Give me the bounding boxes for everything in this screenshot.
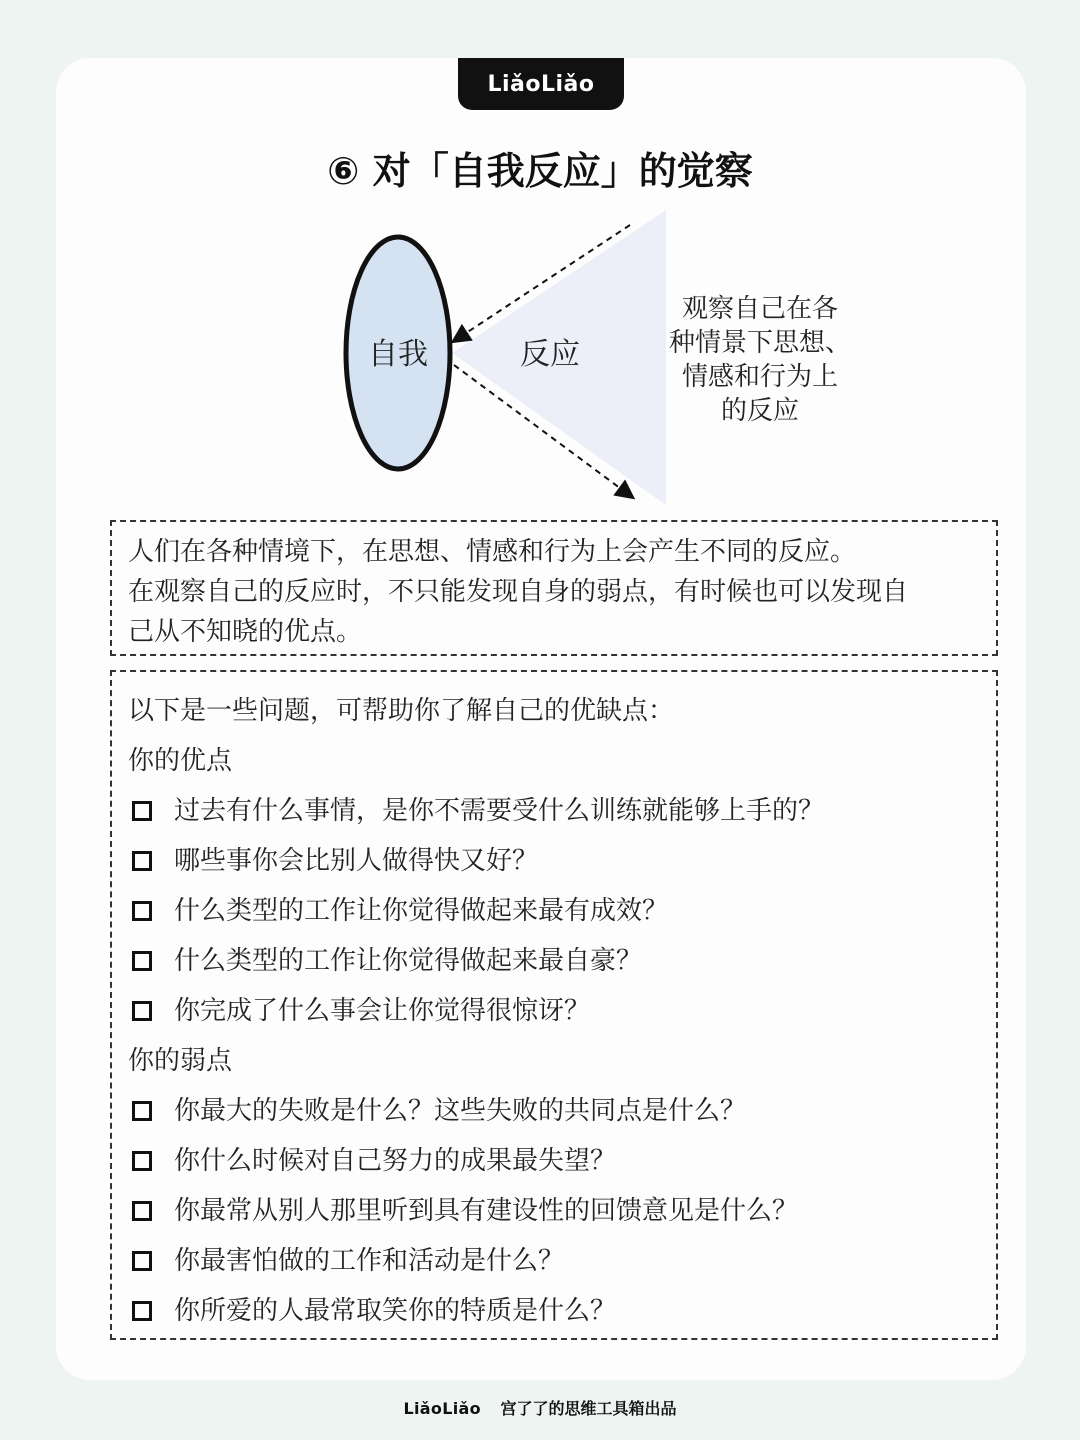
- checkbox-icon[interactable]: [132, 1301, 152, 1321]
- checklist-item[interactable]: 什么类型的工作让你觉得做起来最有成效？: [128, 886, 980, 936]
- ellipse-label: 自我: [368, 337, 428, 372]
- checkbox-icon[interactable]: [132, 901, 152, 921]
- checkbox-icon[interactable]: [132, 1101, 152, 1121]
- footer-logo: LiǎoLiǎo: [403, 1399, 481, 1418]
- observe-line: 的反应: [720, 396, 799, 426]
- intro-line: 人们在各种情境下，在思想、情感和行为上会产生不同的反应。: [128, 537, 857, 567]
- weaknesses-heading: 你的弱点: [128, 1046, 233, 1076]
- checkbox-icon[interactable]: [132, 1001, 152, 1021]
- questions-intro: 以下是一些问题，可帮助你了解自己的优缺点：: [128, 696, 675, 726]
- checkbox-icon[interactable]: [132, 1201, 152, 1221]
- footer-text: 宫了了的思维工具箱出品: [500, 1399, 677, 1418]
- checklist-item[interactable]: 你最大的失败是什么？这些失败的共同点是什么？: [128, 1086, 980, 1136]
- cone-label: 反应: [520, 337, 580, 372]
- checklist-item[interactable]: 哪些事你会比别人做得快又好？: [128, 836, 980, 886]
- brand-logo: LiǎoLiǎo: [458, 58, 624, 110]
- footer: [0, 1396, 1080, 1419]
- observe-caption: [660, 292, 860, 428]
- checklist-item[interactable]: 你什么时候对自己努力的成果最失望？: [128, 1136, 980, 1186]
- observe-line: 情感和行为上: [681, 362, 838, 392]
- checklist-item[interactable]: 你最害怕做的工作和活动是什么？: [128, 1236, 980, 1286]
- checklist-item[interactable]: 过去有什么事情，是你不需要受什么训练就能够上手的？: [128, 786, 980, 836]
- checkbox-icon[interactable]: [132, 1151, 152, 1171]
- questions-box: [110, 670, 998, 1340]
- checklist-item[interactable]: 什么类型的工作让你觉得做起来最自豪？: [128, 936, 980, 986]
- checkbox-icon[interactable]: [132, 801, 152, 821]
- checklist-item[interactable]: 你所爱的人最常取笑你的特质是什么？: [128, 1286, 980, 1336]
- observe-line: 种情景下思想、: [668, 328, 851, 358]
- intro-line: 在观察自己的反应时，不只能发现自身的弱点，有时候也可以发现自: [128, 577, 909, 607]
- strengths-heading: 你的优点: [128, 746, 233, 776]
- checkbox-icon[interactable]: [132, 1251, 152, 1271]
- intro-line: 己从不知晓的优点。: [128, 617, 363, 647]
- self-reaction-diagram: [330, 205, 690, 510]
- checkbox-icon[interactable]: [132, 951, 152, 971]
- observe-line: 观察自己在各: [681, 294, 838, 324]
- checkbox-icon[interactable]: [132, 851, 152, 871]
- checklist-item[interactable]: 你最常从别人那里听到具有建设性的回馈意见是什么？: [128, 1186, 980, 1236]
- page-title: ⑥ 对「自我反应」的觉察: [327, 149, 753, 193]
- checklist-item[interactable]: 你完成了什么事会让你觉得很惊讶？: [128, 986, 980, 1036]
- intro-box: [110, 520, 998, 656]
